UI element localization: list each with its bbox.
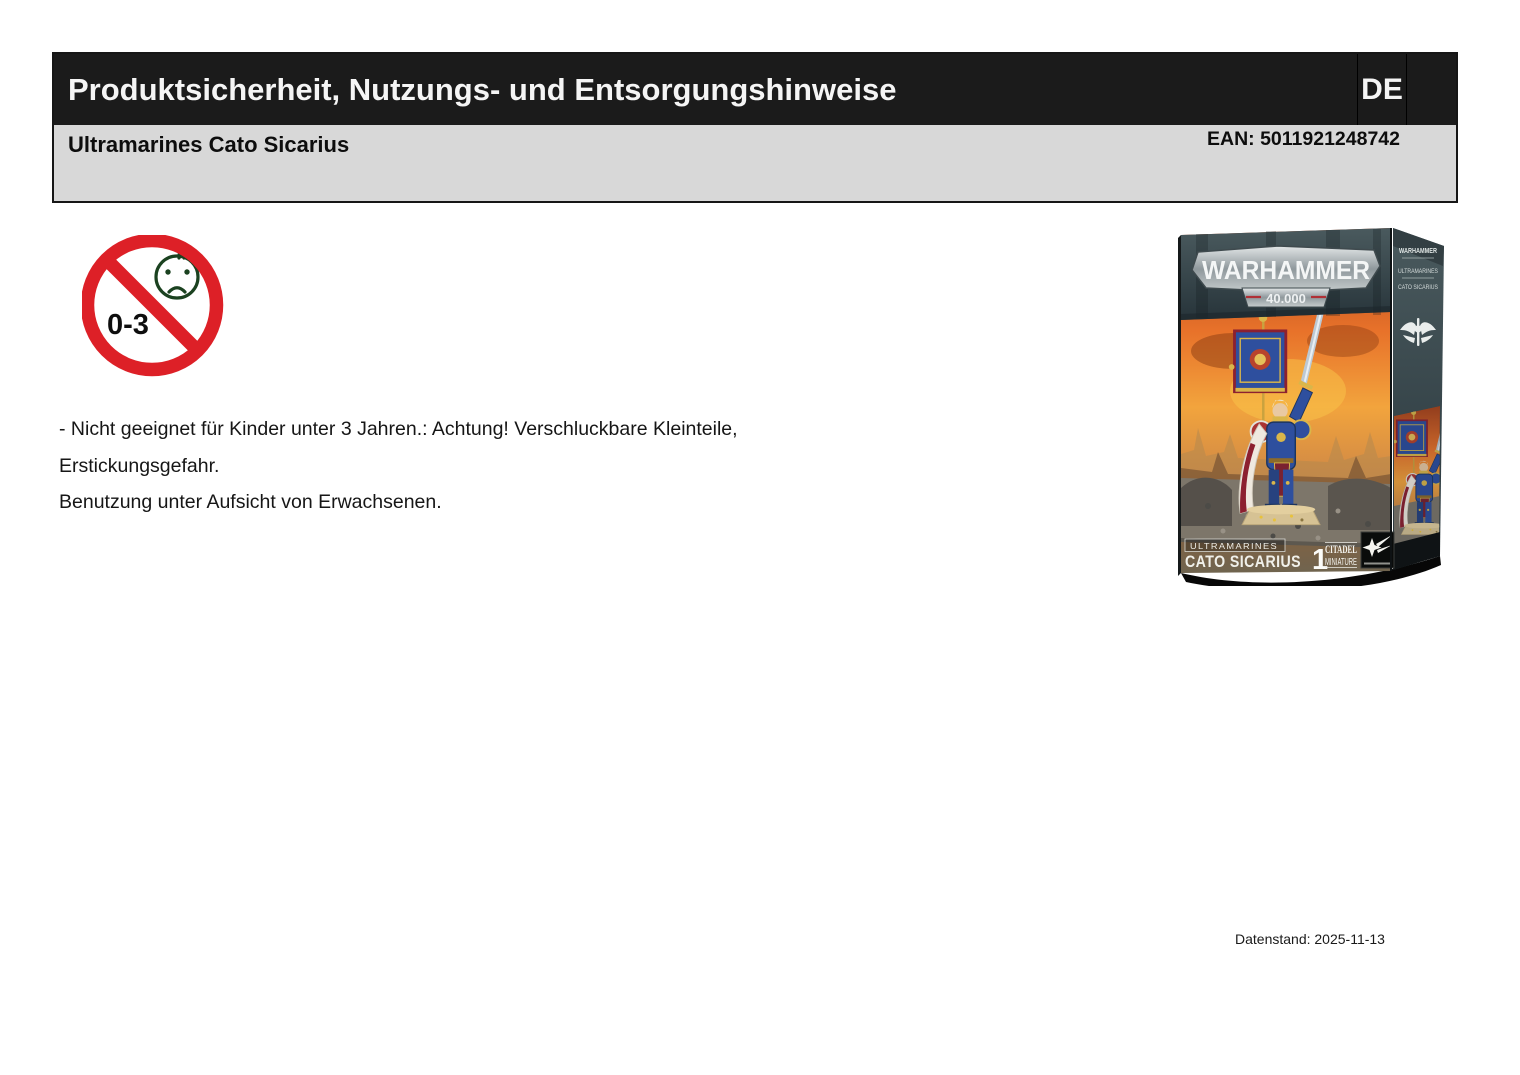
safety-warning-text bbox=[59, 411, 919, 521]
ean-code: EAN: 5011921248742 bbox=[1207, 128, 1400, 150]
logo-subtitle: 40.000 bbox=[1266, 291, 1306, 306]
miniature-count: 1 bbox=[1312, 544, 1329, 576]
box-side-panel bbox=[1393, 228, 1449, 570]
warning-line-2: Erstickungsgefahr. bbox=[59, 454, 220, 477]
logo-title: WARHAMMER bbox=[1202, 255, 1371, 285]
age-warning-0-3-icon bbox=[82, 235, 224, 377]
side-brand-label: WARHAMMER bbox=[1399, 246, 1438, 255]
warning-line-3: Benutzung unter Aufsicht von Erwachsenen. bbox=[59, 491, 442, 513]
language-badge: DE bbox=[1357, 54, 1407, 125]
age-range-label: 0-3 bbox=[107, 309, 149, 341]
citadel-label: CITADEL bbox=[1325, 544, 1358, 556]
side-character-label: CATO SICARIUS bbox=[1398, 284, 1439, 291]
product-name: Ultramarines Cato Sicarius bbox=[68, 132, 350, 157]
baby-eye-left bbox=[165, 269, 170, 274]
page-title: Produktsicherheit, Nutzungs- und Entsorgungshinweise bbox=[68, 72, 897, 107]
citadel-comet-icon bbox=[1361, 532, 1394, 568]
warning-line-1: - Nicht geeignet für Kinder unter 3 Jahren.: Achtung! Verschluckbare Kleinteile, bbox=[59, 418, 738, 440]
product-box-art bbox=[1178, 226, 1466, 586]
product-box-image bbox=[1178, 226, 1466, 586]
product-info-bar bbox=[54, 125, 1456, 201]
baby-eye-right bbox=[184, 269, 189, 274]
title-bar-end bbox=[1407, 54, 1456, 125]
data-date: Datenstand: 2025-11-13 bbox=[1235, 931, 1385, 947]
character-name-label: CATO SICARIUS bbox=[1185, 553, 1301, 571]
side-faction-label: ULTRAMARINES bbox=[1398, 268, 1439, 275]
prohibition-sign-icon bbox=[82, 235, 224, 377]
title-bar bbox=[54, 54, 1456, 125]
miniature-label: MINIATURE bbox=[1325, 556, 1357, 568]
faction-label: ULTRAMARINES bbox=[1190, 541, 1278, 551]
header-block bbox=[52, 52, 1458, 203]
